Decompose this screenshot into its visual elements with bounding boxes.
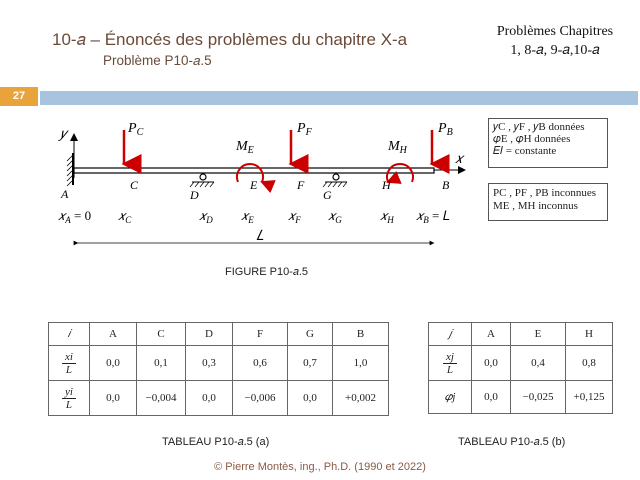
table-a-header-cell: C bbox=[137, 323, 186, 346]
table-a-cell: +0,002 bbox=[333, 381, 389, 416]
table-a bbox=[48, 322, 389, 416]
position-xa: 𝑥$_A$ = 0 bbox=[58, 208, 92, 225]
support-d bbox=[190, 174, 214, 187]
given-line-1: 𝑦C , 𝑦F , 𝑦B données bbox=[493, 121, 585, 133]
y-axis-label: 𝑦 bbox=[60, 127, 67, 142]
table-a-header-cell: F bbox=[233, 323, 288, 346]
beam bbox=[74, 168, 434, 173]
table-a-cell: 0,0 bbox=[186, 381, 233, 416]
table-b bbox=[428, 322, 613, 414]
table-a-caption: TABLEAU P10-𝑎.5 (a) bbox=[162, 436, 270, 448]
position-xd: 𝑥$_D$ bbox=[199, 208, 213, 225]
table-a-header-cell: A bbox=[90, 323, 137, 346]
figure-caption: FIGURE P10-𝑎.5 bbox=[225, 266, 308, 278]
table-b-cell: 0,0 bbox=[472, 381, 511, 414]
load-pc-label: $P_C$ bbox=[128, 121, 144, 138]
table-a-cell: −0,006 bbox=[233, 381, 288, 416]
unknowns-line-2: ME , MH inconnus bbox=[493, 200, 578, 212]
unknowns-line-1: PC , PF , PB inconnues bbox=[493, 187, 596, 199]
given-data-box bbox=[488, 118, 608, 168]
table-a-row-label: $\frac{xi}{L}$ bbox=[49, 346, 90, 381]
moment-mh-label: $M_H$ bbox=[388, 139, 407, 156]
table-a-cell: 0,1 bbox=[137, 346, 186, 381]
position-xh: 𝑥$_H$ bbox=[380, 208, 394, 225]
table-a-header-cell: 𝑖 bbox=[49, 323, 90, 346]
table-a-cell: 1,0 bbox=[333, 346, 389, 381]
table-b-cell: −0,025 bbox=[511, 381, 566, 414]
given-line-2: 𝜑E , 𝜑H données bbox=[493, 133, 571, 145]
table-a-cell: 0,7 bbox=[288, 346, 333, 381]
table-b-cell: +0,125 bbox=[566, 381, 613, 414]
page-title: 10-𝑎 – Énoncés des problèmes du chapitre X-a bbox=[52, 30, 408, 49]
table-b-header-cell: E bbox=[511, 323, 566, 346]
point-g: G bbox=[323, 188, 332, 202]
table-a-row-label: $\frac{yi}{L}$ bbox=[49, 381, 90, 416]
point-a: A bbox=[61, 187, 69, 201]
load-pf-label: $P_F$ bbox=[297, 121, 312, 138]
point-b: B bbox=[442, 178, 450, 192]
point-c: C bbox=[130, 178, 139, 192]
position-labels bbox=[58, 208, 450, 225]
x-axis-label: 𝑥 bbox=[455, 152, 463, 167]
position-xc: 𝑥$_C$ bbox=[118, 208, 132, 225]
position-xf: 𝑥$_F$ bbox=[288, 208, 301, 225]
table-a-header-cell: B bbox=[333, 323, 389, 346]
table-b-header-cell: H bbox=[566, 323, 613, 346]
support-g bbox=[323, 174, 347, 187]
table-b-row-label: $\frac{xj}{L}$ bbox=[429, 346, 472, 381]
length-label: 𝐿 bbox=[256, 229, 264, 244]
chapter-reference-line2: 1, 8-𝑎, 9-𝑎,10-𝑎 bbox=[510, 43, 600, 58]
page-subtitle: Problème P10-𝑎.5 bbox=[103, 53, 212, 68]
position-xg: 𝑥$_G$ bbox=[328, 208, 342, 225]
point-e: E bbox=[250, 178, 258, 192]
point-f: F bbox=[297, 178, 305, 192]
table-a-cell: 0,0 bbox=[90, 346, 137, 381]
table-b-cell: 0,0 bbox=[472, 346, 511, 381]
table-a-cell: −0,004 bbox=[137, 381, 186, 416]
point-labels bbox=[60, 178, 450, 202]
table-b-row-label: 𝜑j bbox=[429, 381, 472, 414]
load-pb-label: $P_B$ bbox=[438, 121, 453, 138]
table-row bbox=[49, 381, 389, 416]
moment-me-label: $M_E$ bbox=[236, 139, 254, 156]
unknowns-box bbox=[488, 183, 608, 221]
table-a-cell: 0,6 bbox=[233, 346, 288, 381]
table-a-header-cell: G bbox=[288, 323, 333, 346]
copyright-footer: © Pierre Montès, ing., Ph.D. (1990 et 2022) bbox=[214, 461, 426, 473]
table-b-header-cell: 𝑗 bbox=[429, 323, 472, 346]
table-b-caption: TABLEAU P10-𝑎.5 (b) bbox=[458, 436, 566, 448]
point-d: D bbox=[190, 188, 199, 202]
chapter-reference-line1: Problèmes Chapitres bbox=[496, 24, 614, 39]
table-a-header-cell: D bbox=[186, 323, 233, 346]
table-row bbox=[49, 346, 389, 381]
position-xe: 𝑥$_E$ bbox=[241, 208, 254, 225]
table-row bbox=[429, 346, 613, 381]
table-b-cell: 0,4 bbox=[511, 346, 566, 381]
table-row bbox=[429, 381, 613, 414]
position-xb: 𝑥$_B$ = 𝐿 bbox=[416, 208, 450, 225]
table-a-cell: 0,0 bbox=[90, 381, 137, 416]
table-row bbox=[429, 323, 613, 346]
table-a-cell: 0,3 bbox=[186, 346, 233, 381]
page-number-badge: 27 bbox=[0, 87, 38, 106]
table-b-cell: 0,8 bbox=[566, 346, 613, 381]
table-a-cell: 0,0 bbox=[288, 381, 333, 416]
given-line-3: 𝐸𝐼 = constante bbox=[493, 145, 557, 157]
table-b-header-cell: A bbox=[472, 323, 511, 346]
point-h: H bbox=[382, 178, 391, 192]
table-row bbox=[49, 323, 389, 346]
